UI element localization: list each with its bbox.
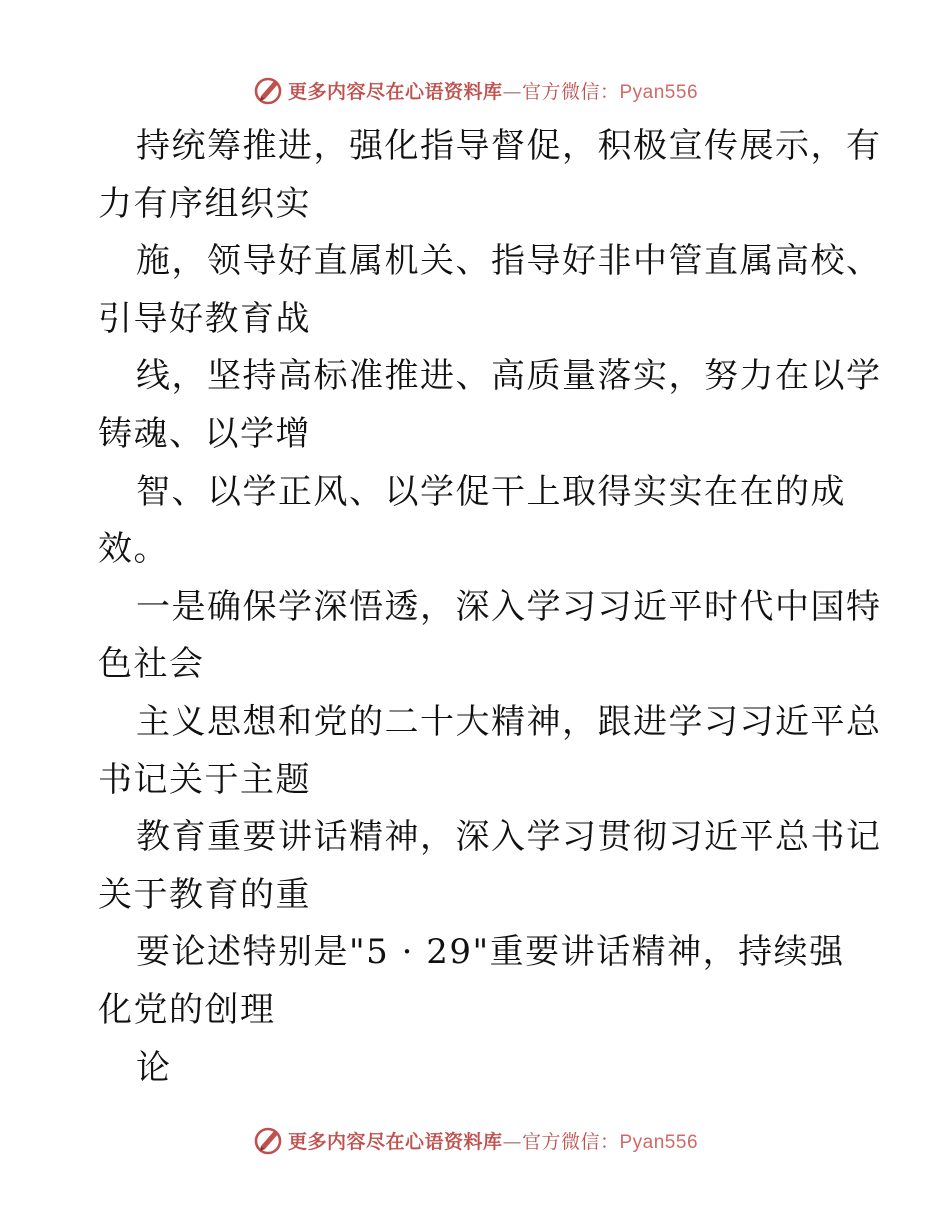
- text-line: 主义思想和党的二十大精神，跟进学习习近平总: [136, 701, 882, 742]
- footer-dash: —: [502, 1130, 522, 1153]
- text-line: 教育重要讲话精神，深入学习贯彻习近平总书记: [136, 817, 882, 858]
- footer-wechat-id: Pyan556: [619, 1131, 699, 1153]
- header-main: 更多内容尽在心语资料库: [287, 80, 503, 103]
- text-line: 论: [136, 1047, 172, 1088]
- text-line: 色社会: [98, 644, 205, 685]
- pen-logo-icon: [252, 1124, 284, 1156]
- text-line: 一是确保学深悟透，深入学习习近平时代中国特: [136, 586, 882, 627]
- text-line: 铸魂、以学增: [98, 413, 311, 454]
- header-wechat-label: 官方微信：: [521, 80, 620, 103]
- text-line: 书记关于主题: [98, 759, 311, 800]
- footer-text: [288, 1127, 698, 1154]
- header-banner: [0, 70, 950, 110]
- text-line: 力有序组织实: [98, 183, 311, 224]
- text-line: 智、以学正风、以学促干上取得实实在在的成: [136, 471, 846, 512]
- footer-banner: [0, 1120, 950, 1160]
- text-line: 化党的创理: [98, 989, 276, 1030]
- header-text: [288, 77, 698, 104]
- document-body: [98, 118, 882, 1097]
- text-line: 效。: [98, 529, 169, 570]
- text-line: 关于教育的重: [98, 874, 311, 915]
- pen-logo-icon: [252, 74, 284, 106]
- text-line: 持统筹推进，强化指导督促，积极宣传展示，有: [136, 126, 882, 166]
- text-line: 引导好教育战: [98, 298, 311, 339]
- header-wechat-id: Pyan556: [619, 81, 699, 103]
- header-dash: —: [502, 80, 522, 103]
- footer-main: 更多内容尽在心语资料库: [287, 1130, 503, 1153]
- footer-wechat-label: 官方微信：: [521, 1130, 620, 1153]
- text-line: 施，领导好直属机关、指导好非中管直属高校、: [136, 241, 882, 282]
- text-line: 线，坚持高标准推进、高质量落实，努力在以学: [136, 356, 882, 397]
- text-line: 要论述特别是"5 · 29"重要讲话精神，持续强: [136, 932, 845, 973]
